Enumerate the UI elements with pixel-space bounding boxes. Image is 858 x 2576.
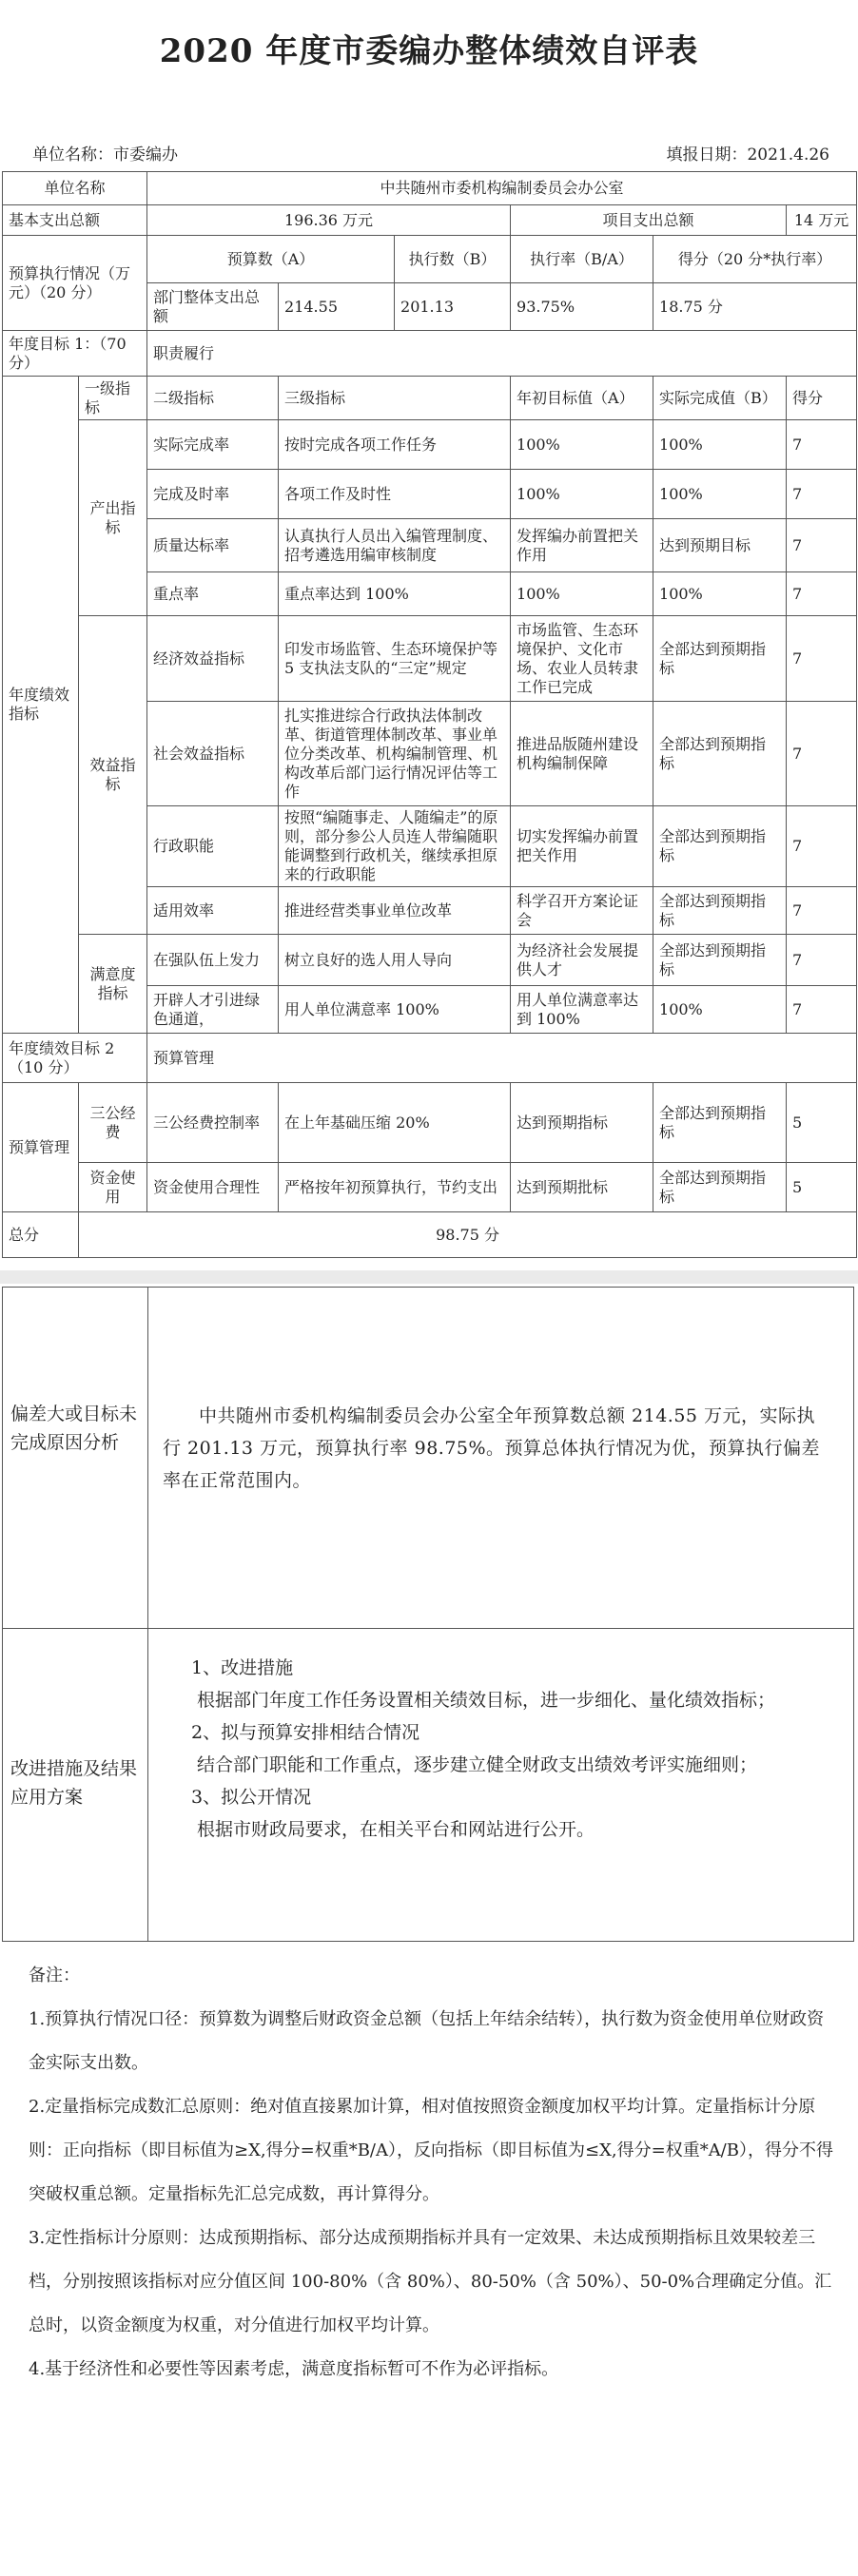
note-item: 4.基于经济性和必要性等因素考虑，满意度指标暂可不作为必评指标。 <box>29 2359 559 2379</box>
table-cell: 重点率 <box>147 572 279 616</box>
table-cell: 全部达到预期指标 <box>653 887 787 935</box>
dept-value: 18.75 分 <box>653 283 857 331</box>
goal1-label: 年度目标 1：（70 分） <box>3 331 147 377</box>
table-cell: 行政职能 <box>147 806 279 887</box>
deviation-label: 偏差大或目标未完成原因分析 <box>10 1404 138 1453</box>
dept-value: 214.55 <box>279 283 395 331</box>
level1-header: 一级指标 <box>79 377 147 420</box>
table-cell: 按照“编随事走、人随编走”的原则，部分参公人员连人带编随职能调整到行政机关，继续承担原来的行政职能 <box>279 806 511 887</box>
group-name: 效益指标 <box>79 616 147 935</box>
table-cell: 按时完成各项工作任务 <box>279 420 511 470</box>
table-cell: 100% <box>653 420 787 470</box>
section-divider <box>0 1270 858 1284</box>
unit-label: 单位名称：市委编办 <box>32 145 178 165</box>
table-cell: 5 <box>787 1163 857 1212</box>
table-cell: 7 <box>787 887 857 935</box>
table-cell: 7 <box>787 616 857 702</box>
improvement-label: 改进措施及结果应用方案 <box>10 1758 138 1808</box>
table-cell: 100% <box>653 470 787 519</box>
dept-total-label: 部门整体支出总额 <box>147 283 279 331</box>
yearly-indicator-label: 年度绩效指标 <box>3 377 79 1034</box>
table-cell: 严格按年初预算执行，节约支出 <box>279 1163 511 1212</box>
table-cell: 完成及时率 <box>147 470 279 519</box>
goal2-label: 年度绩效目标 2（10 分） <box>3 1034 147 1083</box>
group-name: 产出指标 <box>79 420 147 616</box>
table-cell: 7 <box>787 519 857 572</box>
table-cell: 用人单位满意率 100% <box>279 986 511 1034</box>
table-cell: 100% <box>653 572 787 616</box>
table-cell: 用人单位满意率达到 100% <box>511 986 653 1034</box>
table-cell: 资金使用合理性 <box>147 1163 279 1212</box>
improvement-line: 2、拟与预算安排相结合情况 <box>191 1722 420 1743</box>
project-expense-value: 14 万元 <box>787 205 857 236</box>
column-header: 三级指标 <box>279 377 511 420</box>
table-cell: 经济效益指标 <box>147 616 279 702</box>
table-cell: 社会效益指标 <box>147 702 279 806</box>
group-name: 满意度指标 <box>79 935 147 1034</box>
table-cell: 推进经营类事业单位改革 <box>279 887 511 935</box>
table-cell: 达到预期批标 <box>511 1163 653 1212</box>
project-expense-label: 项目支出总额 <box>511 205 787 236</box>
table-cell: 重点率达到 100% <box>279 572 511 616</box>
table-cell: 适用效率 <box>147 887 279 935</box>
budget-header: 执行率（B/A） <box>511 236 653 283</box>
improvement-line: 结合部门职能和工作重点，逐步建立健全财政支出绩效考评实施细则； <box>197 1754 758 1775</box>
note-item: 1.预算执行情况口径：预算数为调整后财政资金总额（包括上年结余结转），执行数为资金使用单位财政资金实际支出数。 <box>29 2009 825 2073</box>
column-header: 得分 <box>787 377 857 420</box>
column-header: 实际完成值（B） <box>653 377 787 420</box>
table-cell: 全部达到预期指标 <box>653 616 787 702</box>
table-cell: 7 <box>787 420 857 470</box>
deviation-text: 中共随州市委机构编制委员会办公室全年预算数总额 214.55 万元，实际执行 201.13 万元，预算执行率 98.75%。预算总体执行情况为优，预算执行偏差率在正常范围内。 <box>163 1405 821 1491</box>
budget-execution-label: 预算执行情况（万元）（20 分） <box>3 236 147 331</box>
evaluation-table <box>2 171 857 1258</box>
table-cell: 推进品版随州建设机构编制保障 <box>511 702 653 806</box>
improvement-line: 1、改进措施 <box>191 1657 294 1678</box>
table-cell: 开辟人才引进绿色通道， <box>147 986 279 1034</box>
table-cell: 各项工作及时性 <box>279 470 511 519</box>
table-cell: 为经济社会发展提供人才 <box>511 935 653 986</box>
improvement-section <box>2 1628 854 1942</box>
improvement-line: 根据市财政局要求，在相关平台和网站进行公开。 <box>197 1819 595 1840</box>
table-cell: 7 <box>787 935 857 986</box>
table-cell: 三公经费控制率 <box>147 1083 279 1163</box>
improvement-content <box>161 1652 830 1846</box>
column-header: 二级指标 <box>147 377 279 420</box>
table-cell: 5 <box>787 1083 857 1163</box>
table-cell: 实际完成率 <box>147 420 279 470</box>
table-cell: 全部达到预期指标 <box>653 1163 787 1212</box>
budget-header: 预算数（A） <box>147 236 395 283</box>
note-item: 3.定性指标计分原则：达成预期指标、部分达成预期指标并具有一定效果、未达成预期指标且效果较差三档，分别按照该指标对应分值区间 100-80%（含 80%）、80-50%（含 50%）、50-0%合理确定分值。汇总时，以资金额度为权重，对分值进行加权平均计算。 <box>29 2228 832 2335</box>
budget-mgmt-label: 预算管理 <box>3 1083 79 1212</box>
table-cell: 三公经费 <box>79 1083 147 1163</box>
table-cell: 100% <box>653 986 787 1034</box>
basic-expense-label: 基本支出总额 <box>3 205 147 236</box>
table-cell: 全部达到预期指标 <box>653 806 787 887</box>
table-cell: 扎实推进综合行政执法体制改革、街道管理体制改革、事业单位分类改革、机构编制管理、机构改革后部门运行情况评估等工作 <box>279 702 511 806</box>
notes-section <box>29 1954 839 2392</box>
table-cell: 发挥编办前置把关作用 <box>511 519 653 572</box>
table-cell: 印发市场监管、生态环境保护等 5 支执法支队的“三定”规定 <box>279 616 511 702</box>
table-cell: 全部达到预期指标 <box>653 702 787 806</box>
deviation-section <box>2 1287 854 1629</box>
dept-value: 201.13 <box>395 283 511 331</box>
table-cell: 市场监管、生态环境保护、文化市场、农业人员转隶工作已完成 <box>511 616 653 702</box>
column-header: 年初目标值（A） <box>511 377 653 420</box>
table-cell: 质量达标率 <box>147 519 279 572</box>
table-cell: 树立良好的选人用人导向 <box>279 935 511 986</box>
goal1-value: 职责履行 <box>147 331 857 377</box>
improvement-line: 3、拟公开情况 <box>191 1787 312 1808</box>
dept-value: 93.75% <box>511 283 653 331</box>
table-cell: 在强队伍上发力 <box>147 935 279 986</box>
total-value: 98.75 分 <box>79 1212 857 1258</box>
unit-name-label: 单位名称 <box>3 172 147 205</box>
table-cell: 100% <box>511 572 653 616</box>
table-cell: 100% <box>511 420 653 470</box>
report-date: 填报日期：2021.4.26 <box>666 145 829 165</box>
table-cell: 全部达到预期指标 <box>653 935 787 986</box>
table-cell: 全部达到预期指标 <box>653 1083 787 1163</box>
table-cell: 7 <box>787 986 857 1034</box>
table-cell: 达到预期指标 <box>511 1083 653 1163</box>
table-cell: 在上年基础压缩 20% <box>279 1083 511 1163</box>
table-cell: 7 <box>787 572 857 616</box>
page-title: 2020 年度市委编办整体绩效自评表 <box>159 32 699 70</box>
table-cell: 资金使用 <box>79 1163 147 1212</box>
table-cell: 达到预期目标 <box>653 519 787 572</box>
basic-expense-value: 196.36 万元 <box>147 205 511 236</box>
table-cell: 7 <box>787 702 857 806</box>
budget-header: 执行数（B） <box>395 236 511 283</box>
table-cell: 科学召开方案论证会 <box>511 887 653 935</box>
table-cell: 7 <box>787 806 857 887</box>
notes-title: 备注： <box>29 1966 80 1985</box>
note-item: 2.定量指标完成数汇总原则：绝对值直接累加计算，相对值按照资金额度加权平均计算。定量指标计分原则：正向指标（即目标值为≥X,得分=权重*B/A），反向指标（即目标值为≤X,得分=权重*A/B），得分不得突破权重总额。定量指标先汇总完成数，再计算得分。 <box>29 2097 833 2204</box>
table-cell: 认真执行人员出入编管理制度、招考遴选用编审核制度 <box>279 519 511 572</box>
table-cell: 100% <box>511 470 653 519</box>
budget-header: 得分（20 分*执行率） <box>653 236 857 283</box>
unit-name-value: 中共随州市委机构编制委员会办公室 <box>147 172 857 205</box>
table-cell: 切实发挥编办前置把关作用 <box>511 806 653 887</box>
table-cell: 7 <box>787 470 857 519</box>
goal2-value: 预算管理 <box>147 1034 857 1083</box>
improvement-line: 根据部门年度工作任务设置相关绩效目标，进一步细化、量化绩效指标； <box>197 1690 776 1711</box>
total-label: 总分 <box>3 1212 79 1258</box>
